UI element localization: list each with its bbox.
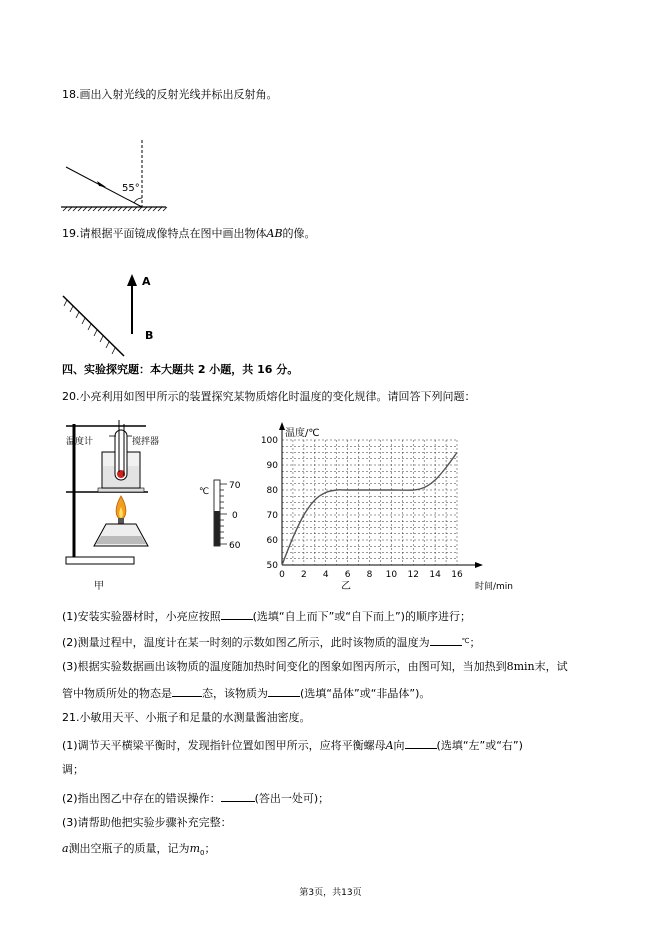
q20-part2-end: ；	[469, 636, 481, 649]
q21-step-a-letter: a	[62, 842, 69, 855]
x-tick-label: 2	[301, 570, 307, 580]
mirror-hatching	[63, 207, 167, 211]
section-4-title: 四、实验探究题：本大题共 2 小题，共 16 分。	[62, 363, 299, 376]
q20-part3-cont: 末，试	[534, 660, 568, 673]
x-tick-label: 12	[407, 570, 419, 580]
q20-part3-options: (选填“晶体”或“非晶体”)。	[300, 687, 431, 700]
q20-part3-line1	[62, 660, 568, 674]
object-ab-arrowhead	[127, 274, 137, 286]
q18-text: 18.画出入射光线的反射光线并标出反射角。	[62, 88, 278, 101]
apparatus-figure	[58, 414, 168, 592]
scale-label-60: 60	[229, 541, 241, 548]
x-axis-label: 时间/min	[475, 582, 514, 590]
q21-step-a-end: ；	[204, 842, 216, 855]
q20-part3-line2	[62, 685, 430, 701]
label-a: A	[142, 275, 151, 288]
y-tick-label: 90	[266, 461, 278, 471]
thermometer-unit: ℃	[199, 487, 210, 497]
q21-part3: (3)请帮助他把实验步骤补充完整：	[62, 816, 232, 829]
temperature-time-chart	[255, 420, 525, 590]
plane-mirror-hatching	[64, 300, 115, 354]
q19-text	[62, 227, 316, 241]
q21-part1-prompt: (1)调节天平横梁平衡时，发现指针位置如图甲所示，应将平衡螺母	[62, 739, 386, 752]
plane-mirror	[63, 296, 124, 356]
caption-yi: 乙	[341, 581, 351, 590]
y-tick-label: 50	[266, 561, 278, 571]
thermometer-scale	[220, 484, 227, 544]
x-tick-label: 6	[344, 570, 351, 580]
mercury-column	[215, 511, 220, 546]
caption-jia: 甲	[94, 581, 104, 592]
lamp-wick	[118, 518, 124, 524]
q21-part1-blank[interactable]	[405, 737, 437, 749]
q20-part2-blank[interactable]	[430, 634, 462, 646]
q18-figure	[58, 135, 168, 215]
angle-arc	[134, 198, 142, 203]
x-tick-label: 14	[429, 570, 441, 580]
y-tick-label: 80	[266, 486, 278, 496]
x-tick-label: 4	[322, 570, 329, 580]
incident-ray-arrow	[97, 181, 106, 187]
q20-part3-time: 8min	[506, 660, 535, 673]
x-tick-label: 8	[366, 570, 373, 580]
x-tick-label: 16	[451, 570, 463, 580]
q21-part2-hint: (答出一处可)；	[254, 792, 330, 805]
q21-part1-line2: 调；	[62, 763, 84, 776]
q19-text-b: 的像。	[282, 227, 316, 240]
q20-part3-type-blank[interactable]	[268, 685, 300, 697]
q21-step-a-symbol: m	[189, 842, 200, 855]
asbestos-net	[98, 488, 144, 492]
q20-part3-type-prompt: 态，该物质为	[202, 687, 268, 700]
q19-object-ab: AB	[266, 227, 283, 240]
q20-part1-prompt: (1)安装实验器材时，小亮应按照	[62, 610, 221, 623]
thermometer-figure	[196, 478, 252, 548]
x-axis-arrow	[475, 562, 483, 568]
q20-part2-unit: ℃	[461, 637, 470, 645]
q21-part1-line1	[62, 737, 523, 753]
x-tick-label: 10	[385, 570, 398, 580]
y-axis-label: 温度/℃	[285, 428, 320, 439]
q21-part2-blank[interactable]	[221, 790, 255, 802]
x-tick-label: 0	[279, 570, 285, 580]
label-b: B	[145, 329, 154, 342]
q20-part1	[62, 608, 471, 624]
q20-part3-state-prompt: 管中物质所处的物态是	[62, 687, 172, 700]
q21-step-a-subscript: 0	[200, 849, 205, 858]
q21-intro: 21.小敏用天平、小瓶子和足量的水测量酱油密度。	[62, 711, 311, 724]
q20-intro: 20.小亮利用如图甲所示的装置探究某物质熔化时温度的变化规律。请回答下列问题：	[62, 390, 476, 403]
q20-part1-options: (选填“自上而下”或“自下而上”)的顺序进行；	[252, 610, 471, 623]
stirrer-label: 搅拌器	[132, 437, 160, 447]
y-tick-label: 100	[260, 436, 278, 446]
scale-label-0: 0	[232, 511, 238, 521]
angle-label: 55°	[122, 183, 140, 194]
q20-part2	[62, 634, 480, 650]
q21-part1-direction: 向	[393, 739, 405, 752]
q21-part1-nut: A	[385, 739, 394, 752]
q21-step-a	[62, 842, 215, 860]
y-tick-label: 70	[266, 511, 278, 521]
scale-label-70: 70	[229, 481, 241, 491]
q19-figure	[58, 268, 168, 360]
page-footer: 第3页，共13页	[299, 888, 362, 898]
q21-step-a-text: 测出空瓶子的质量，记为	[68, 842, 190, 855]
q21-part2	[62, 790, 329, 806]
q20-part3-prompt: (3)根据实验数据画出该物质的温度随加热时间变化的图象如图丙所示，由图可知，当加热到	[62, 660, 507, 673]
q21-part1-options: (选填“左”或“右”)	[436, 739, 523, 752]
thermometer-label: 温度计	[66, 437, 94, 447]
q21-part2-prompt: (2)指出图乙中存在的错误操作：	[62, 792, 221, 805]
q20-part1-blank[interactable]	[221, 608, 253, 620]
lamp-liquid	[96, 536, 146, 544]
q19-text-a: 19.请根据平面镜成像特点在图中画出物体	[62, 227, 267, 240]
q20-part2-prompt: (2)测量过程中，温度计在某一时刻的示数如图乙所示，此时该物质的温度为	[62, 636, 430, 649]
y-tick-label: 60	[266, 536, 278, 546]
q20-part3-state-blank[interactable]	[172, 685, 202, 697]
stand-base	[66, 557, 134, 564]
